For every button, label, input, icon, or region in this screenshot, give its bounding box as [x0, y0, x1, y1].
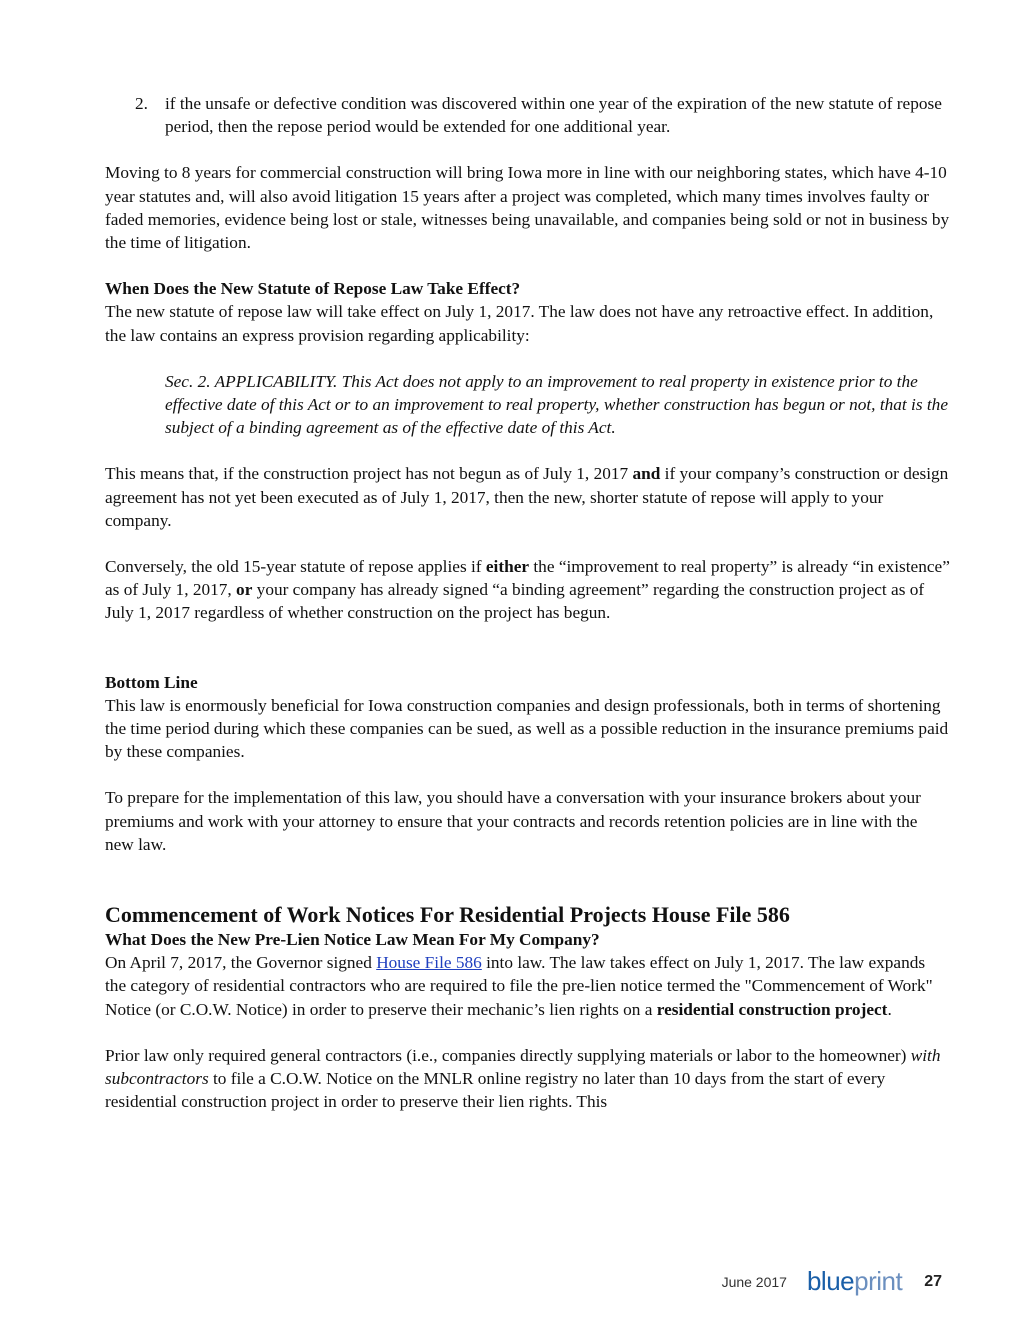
april-text-1: On April 7, 2017, the Governor signed	[105, 953, 377, 973]
blueprint-logo	[807, 1266, 902, 1297]
means-paragraph	[105, 462, 950, 532]
april-bold: residential construction project	[656, 999, 888, 1019]
means-text-1: This means that, if the construction project has not begun as of July 1, 2017	[105, 464, 633, 484]
paragraph-moving: Moving to 8 years for commercial construction will bring Iowa more in line with our neighboring states, which have 4-10 year statutes and, will also avoid litigation 15 years after a project was completed, which many times involves faulty or faded memories, evidence being lost or stale, witnesses being unavailable, and companies being sold or not in business by the time of litigation.	[105, 163, 950, 253]
prior-text-1: Prior law only required general contractors (i.e., companies directly supplying materials or labor to the homeowner)	[105, 1045, 911, 1065]
prior-text-2: to file a C.O.W. Notice on the MNLR online registry no later than 10 days from the start of every residential construction project in order to preserve their lien rights. This	[105, 1069, 886, 1112]
april-text-2: into law. The law takes effect on July 1, 2017. The law expands the category of residential contractors who are required to file the pre-lien notice termed the "Commencement of Work" Notice (or C.O.W. Notice) in order to preserve their mechanic’s lien rights on a	[105, 953, 933, 1019]
effect-heading: When Does the New Statute of Repose Law Take Effect?	[105, 279, 521, 299]
means-bold: and	[632, 464, 661, 484]
prior-italic: with subcontractors	[105, 1045, 941, 1089]
bottom-line-paragraph: This law is enormously beneficial for Iowa construction companies and design professionals, both in terms of shortening the time period during which these companies can be sued, as well as a possible reduction in the insurance premiums paid by these companies.	[105, 695, 949, 762]
conversely-paragraph	[105, 555, 950, 625]
prepare-paragraph: To prepare for the implementation of this law, you should have a conversation with your insurance brokers about your premiums and work with your attorney to ensure that your contracts and records retention policies are in line with the new law.	[105, 788, 921, 854]
logo-part-2: print	[854, 1266, 903, 1296]
applicability-quote: Sec. 2. APPLICABILITY. This Act does not apply to an improvement to real property in existence prior to the effective date of this Act or to an improvement to real property, whether construction has begun or not, that is the subject of a binding agreement as of the effective date of this Act.	[165, 371, 948, 438]
conversely-text-1: Conversely, the old 15-year statute of repose applies if	[105, 557, 486, 577]
page-footer	[722, 1266, 942, 1297]
logo-part-1: blue	[806, 1266, 855, 1296]
april-paragraph	[105, 951, 950, 1021]
effect-paragraph: The new statute of repose law will take effect on July 1, 2017. The law does not have any retroactive effect. In addition, the law contains an express provision regarding applicability:	[105, 302, 934, 345]
section-title: Commencement of Work Notices For Residential Projects House File 586	[105, 902, 790, 928]
bottom-line-heading: Bottom Line	[105, 672, 198, 692]
conversely-bold-2: or	[236, 580, 253, 600]
document-body	[105, 92, 950, 1114]
april-text-3: .	[887, 999, 892, 1019]
list-item	[135, 92, 950, 138]
conversely-text-2: the “improvement to real property” is already “in existence” as of July 1, 2017,	[105, 557, 950, 600]
list-text: if the unsafe or defective condition was discovered within one year of the expiration of the new statute of repose period, then the repose period would be extended for one additional year.	[165, 94, 942, 137]
prelien-heading: What Does the New Pre-Lien Notice Law Mean For My Company?	[105, 930, 600, 950]
conversely-bold-1: either	[485, 557, 530, 577]
conversely-text-3: your company has already signed “a binding agreement” regarding the construction project as of July 1, 2017 regardless of whether construction on the project has begun.	[105, 580, 925, 623]
list-number: 2.	[135, 94, 148, 113]
page-number: 27	[924, 1272, 942, 1290]
house-file-link[interactable]: House File 586	[376, 953, 482, 973]
means-text-2: if your company’s construction or design agreement has not yet been executed as of July 1, 2017, then the new, shorter statute of repose will apply to your company.	[105, 464, 949, 530]
footer-date: June 2017	[721, 1273, 787, 1290]
prior-paragraph	[105, 1044, 950, 1114]
